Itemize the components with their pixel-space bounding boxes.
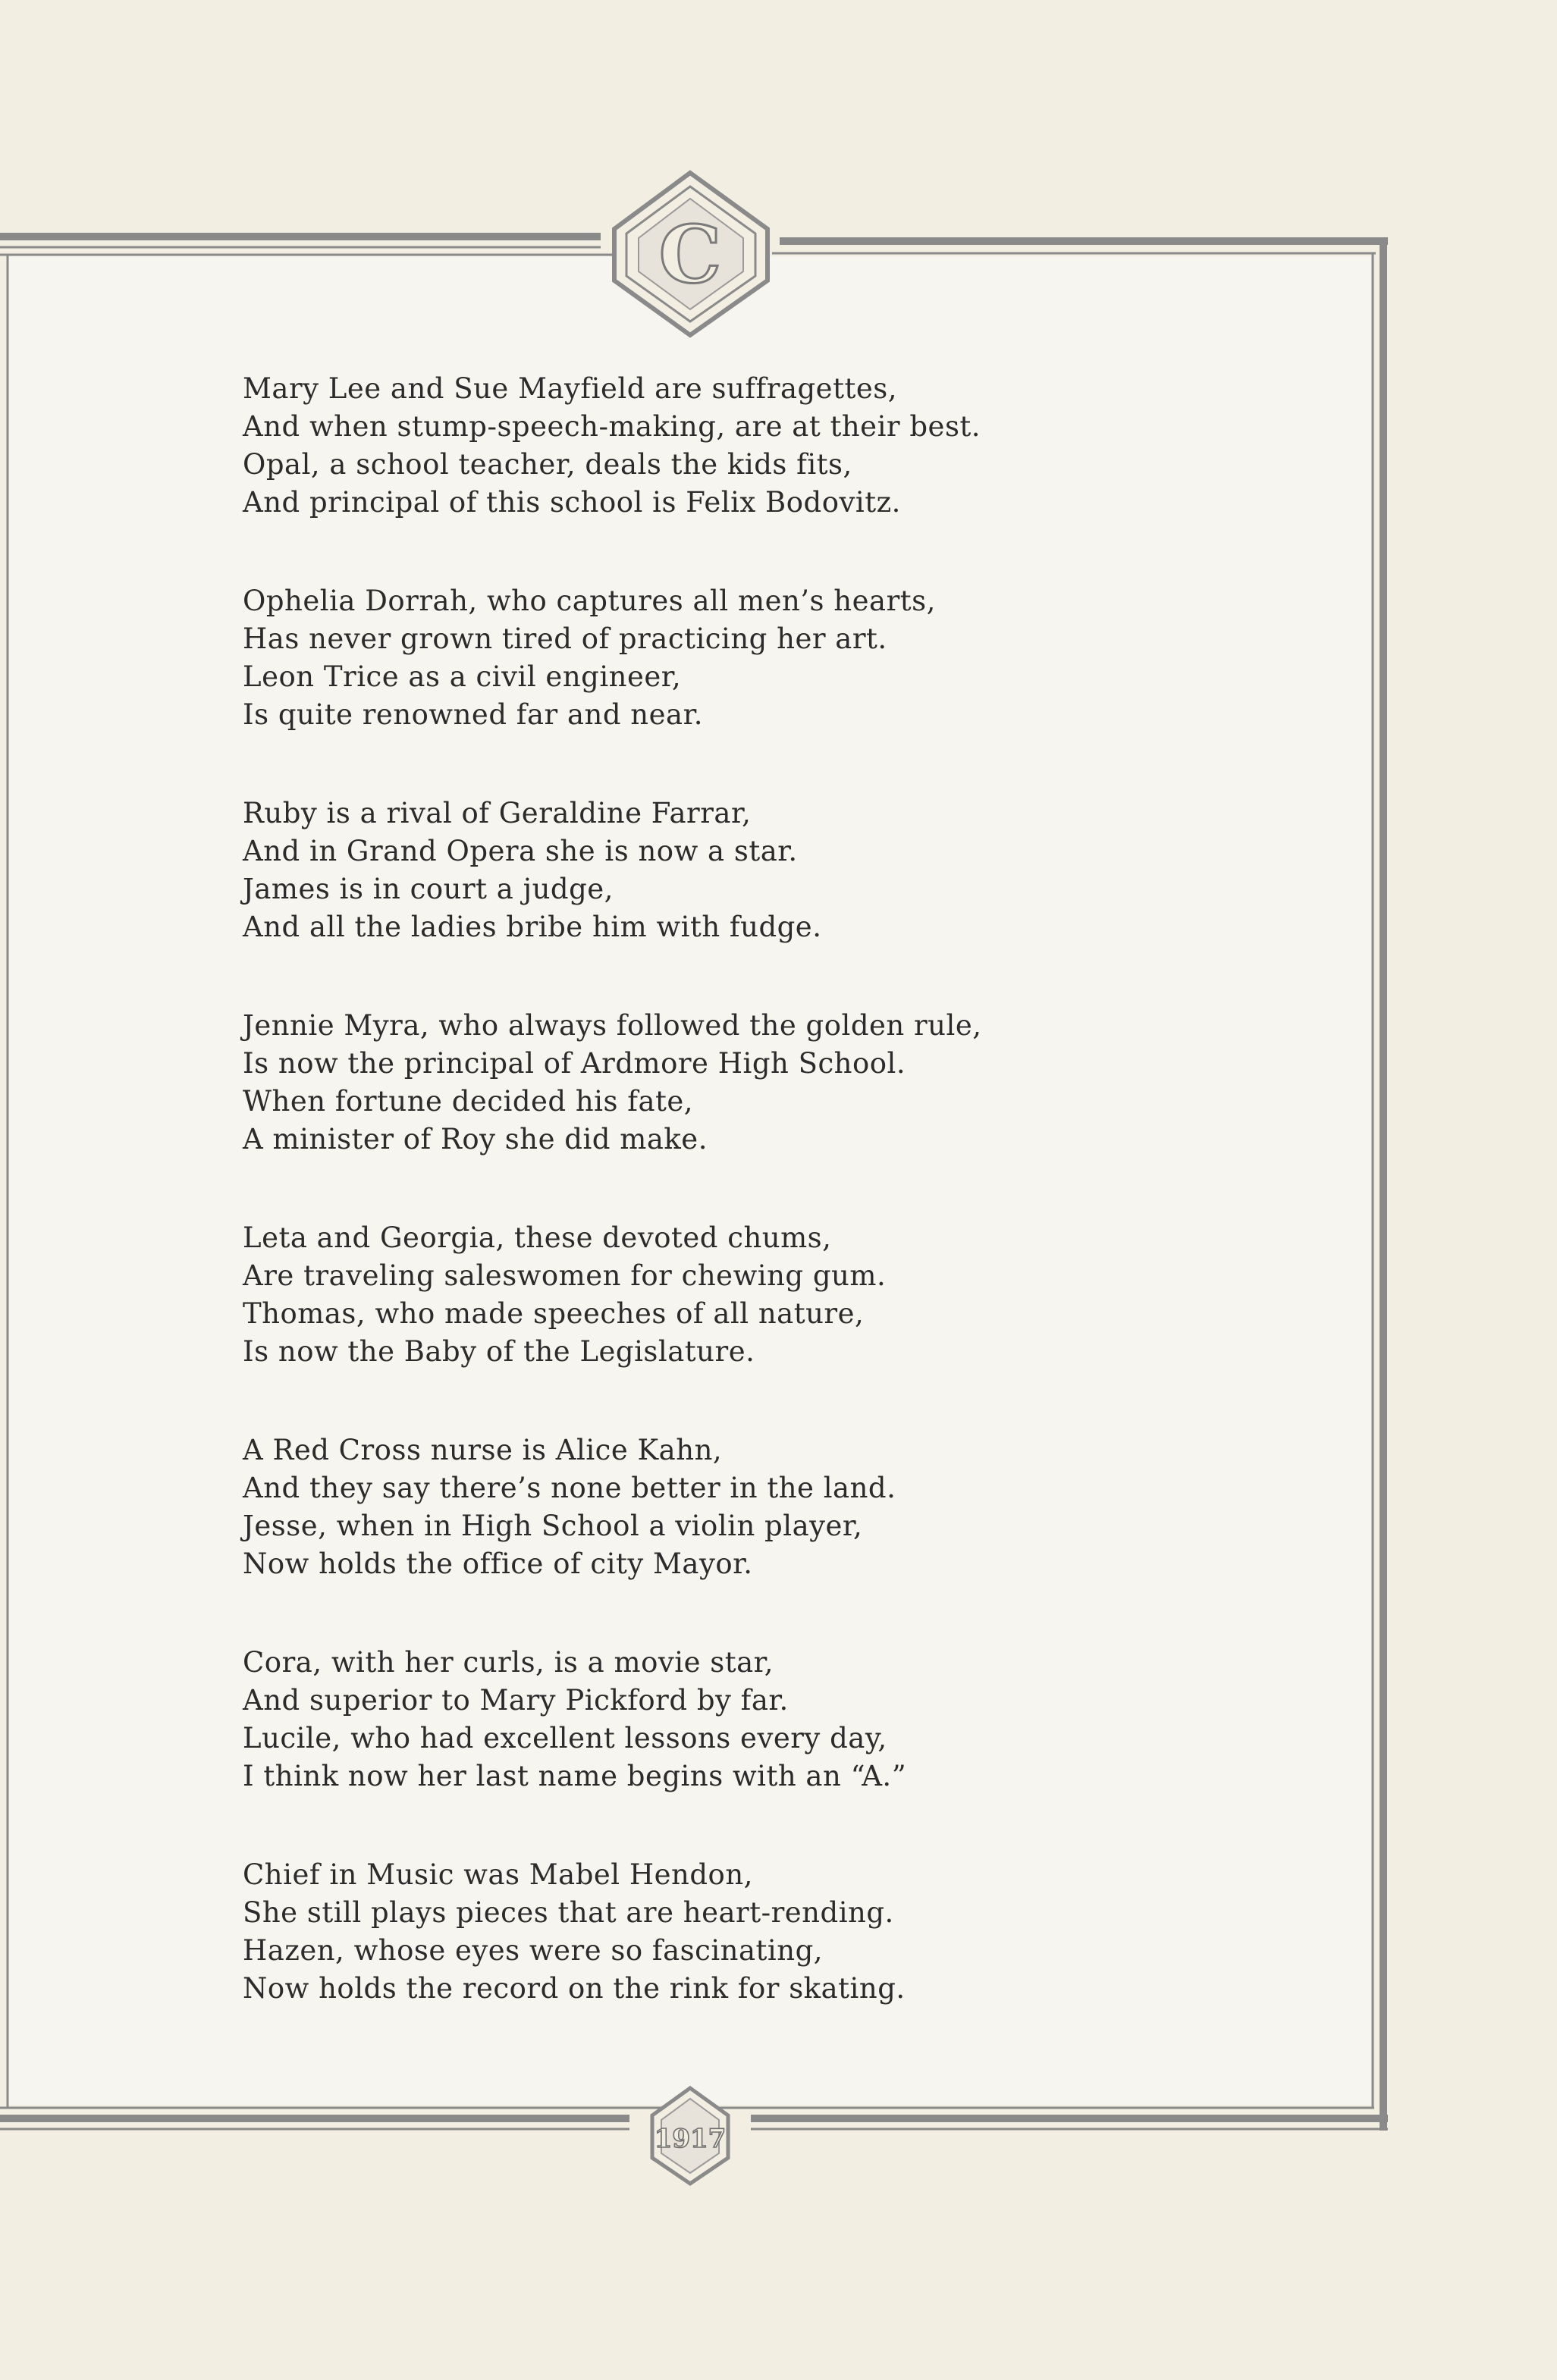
poem-line: James is in court a judge, bbox=[243, 873, 614, 905]
top-border-left bbox=[0, 237, 616, 255]
poem-line: And they say there’s none better in the land. bbox=[243, 1472, 896, 1504]
poem-line: Now holds the record on the rink for skating. bbox=[243, 1972, 906, 2005]
stanza bbox=[243, 1856, 1320, 2008]
poem-line: A Red Cross nurse is Alice Kahn, bbox=[243, 1434, 723, 1466]
poem-line: Hazen, whose eyes were so fascinating, bbox=[243, 1934, 824, 1967]
stanza bbox=[243, 370, 1320, 522]
poem-line: Is now the Baby of the Legislature. bbox=[243, 1335, 755, 1368]
poem-line: Now holds the office of city Mayor. bbox=[243, 1547, 753, 1580]
poem-line: Opal, a school teacher, deals the kids fits, bbox=[243, 448, 852, 481]
poem-line: Is now the principal of Ardmore High School. bbox=[243, 1047, 906, 1080]
top-border-right bbox=[772, 241, 1388, 253]
poem-line: She still plays pieces that are heart-rending. bbox=[243, 1896, 894, 1929]
top-emblem-letter: C bbox=[658, 208, 722, 301]
right-border bbox=[1373, 238, 1383, 2131]
poem-line: Mary Lee and Sue Mayfield are suffragettes, bbox=[243, 372, 897, 405]
poem-line: Has never grown tired of practicing her art. bbox=[243, 622, 887, 655]
poem bbox=[243, 370, 1320, 2008]
poem-line: And superior to Mary Pickford by far. bbox=[243, 1684, 789, 1717]
poem-line: And all the ladies bribe him with fudge. bbox=[243, 911, 822, 943]
stanza bbox=[243, 1219, 1320, 1371]
poem-line: I think now her last name begins with an “A.” bbox=[243, 1760, 907, 1792]
poem-line: Chief in Music was Mabel Hendon, bbox=[243, 1858, 753, 1891]
poem-line: A minister of Roy she did make. bbox=[243, 1123, 708, 1156]
poem-line: Are traveling saleswomen for chewing gum. bbox=[243, 1259, 887, 1292]
poem-line: Ophelia Dorrah, who captures all men’s hearts, bbox=[243, 585, 936, 617]
poem-line: Ruby is a rival of Geraldine Farrar, bbox=[243, 797, 752, 829]
stanza bbox=[243, 795, 1320, 946]
poem-line: Cora, with her curls, is a movie star, bbox=[243, 1646, 774, 1679]
stanza bbox=[243, 582, 1320, 734]
stanza bbox=[243, 1431, 1320, 1583]
poem-line: Leon Trice as a civil engineer, bbox=[243, 660, 682, 693]
poem-line: Jennie Myra, who always followed the golden rule, bbox=[243, 1009, 982, 1042]
bottom-emblem-year: 1917 bbox=[654, 2124, 727, 2154]
poem-line: And when stump-speech-making, are at their best. bbox=[243, 410, 981, 443]
poem-line: Leta and Georgia, these devoted chums, bbox=[243, 1221, 832, 1254]
poem-line: Is quite renowned far and near. bbox=[243, 698, 703, 731]
poem-line: Lucile, who had excellent lessons every day, bbox=[243, 1722, 887, 1754]
poem-line: When fortune decided his fate, bbox=[243, 1085, 694, 1118]
stanza bbox=[243, 1007, 1320, 1159]
poem-line: And principal of this school is Felix Bodovitz. bbox=[243, 486, 901, 519]
poem-line: And in Grand Opera she is now a star. bbox=[243, 835, 798, 867]
poem-line: Thomas, who made speeches of all nature, bbox=[243, 1297, 865, 1330]
stanza bbox=[243, 1644, 1320, 1795]
poem-line: Jesse, when in High School a violin player, bbox=[243, 1510, 863, 1542]
